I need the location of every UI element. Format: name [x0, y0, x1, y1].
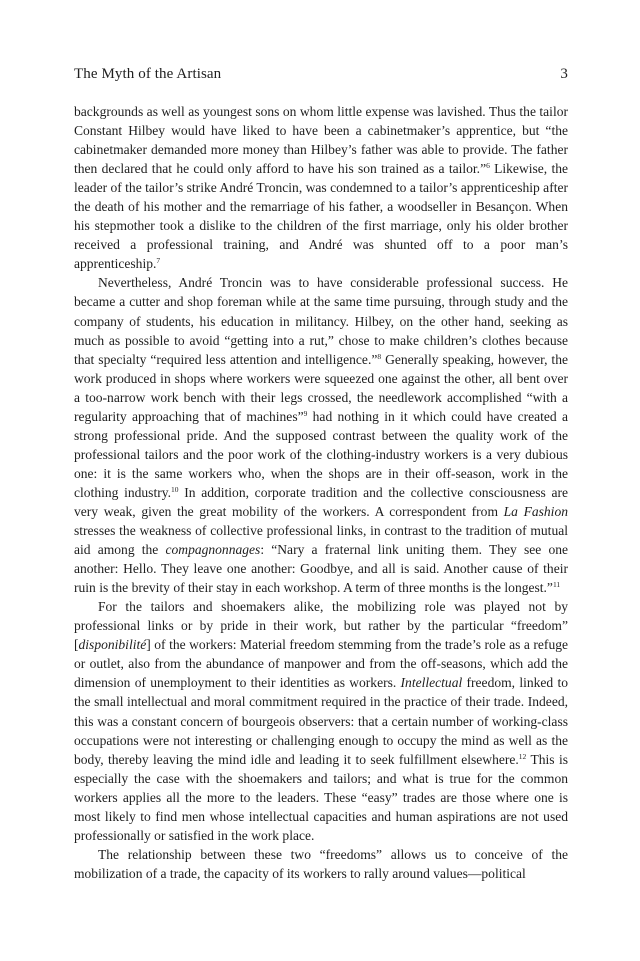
text-run: : “Nary a fraternal link uniting them. They see one another: Hello. They leave one another: Goodbye, and all is said. Another cause of their ruin is the brevity of their stay in each workshop. A term of three months is the longest.” — [74, 542, 568, 596]
paragraph — [74, 102, 568, 273]
footnote-marker: 6 — [486, 161, 490, 171]
text-run: Nevertheless, André Troncin was to have considerable professional success. He became a cutter and shop foreman while at the same time pursuing, through study and the company of students, his education in militancy. Hilbey, on the other hand, seeking as much as possible to avoid “getting into a rut,” chose to make children’s clothes because that specialty “required less attention and intelligence.” — [74, 275, 568, 367]
text-run: had nothing in it which could have created a strong professional pride. And the supposed contrast between the quality work of the professional tailors and the poor work of the clothing-industry workers is a very dubious one: it is the same workers who, when the shops are in their off-season, work in the clothing industry. — [74, 408, 569, 500]
italic-text: La Fashion — [503, 503, 568, 519]
text-run: Likewise, the leader of the tailor’s strike André Troncin, was condemned to a tailor’s apprenticeship after the death of his mother and the remarriage of his father, a woodseller in Besançon. When his stepmother took a dislike to the children of the first marriage, only his older brother received a professional training, and André was shunted off to a poor man’s apprenticeship. — [74, 161, 568, 272]
text-run: This is especially the case with the shoemakers and tailors; and what is true for the common workers applies all the more to the leaders. These “easy” trades are those where one is most likely to find men whose intellectual capacities and human aspirations are not used professionally or satisfied in the work place. — [74, 751, 568, 843]
paragraph — [74, 273, 568, 597]
text-run: The relationship between these two “freedoms” allows us to conceive of the mobilization of a trade, the capacity of its workers to rally around values—political — [74, 846, 568, 881]
footnote-marker: 7 — [156, 256, 161, 266]
footnote-marker: 12 — [518, 751, 527, 761]
text-run: In addition, corporate tradition and the collective consciousness are very weak, given the great mobility of the workers. A correspondent from — [74, 484, 568, 519]
text-run: Generally speaking, however, the work produced in shops where workers were squeezed one against the other, all bent over a too-narrow work bench with their legs crossed, the needlework accomplished “with a regularity approaching that of machines” — [74, 351, 568, 424]
italic-text: Intellectual — [400, 675, 463, 691]
running-head-title: The Myth of the Artisan — [74, 66, 222, 82]
text-run: stresses the weakness of collective professional links, in contrast to the tradition of mutual aid among the — [74, 523, 568, 558]
text-run: ] of the workers: Material freedom stemming from the trade’s role as a refuge or outlet, also from the abundance of manpower and from the off-seasons, which add the dimension of unemployment to their identities as workers. — [74, 637, 568, 691]
text-run: For the tailors and shoemakers alike, the mobilizing role was played not by professional links or by pride in their work, but rather by the particular “freedom” [ — [74, 599, 568, 653]
footnote-marker: 9 — [303, 408, 308, 418]
paragraph — [74, 845, 568, 883]
paragraph — [74, 597, 568, 845]
text-run: freedom, linked to the small intellectual and moral commitment required in the practice of their trade. Indeed, this was a constant concern of bourgeois observers: that a certain number of working-class occupations were not interesting or challenging enough to occupy the mind as well as the body, thereby leaving the mind idle and leading it to seek fulfillment elsewhere. — [74, 675, 568, 767]
body-text — [74, 102, 568, 883]
footnote-marker: 11 — [552, 580, 561, 590]
page-number: 3 — [560, 66, 568, 82]
text-run: backgrounds as well as youngest sons on whom little expense was lavished. Thus the tailor Constant Hilbey would have liked to have been a cabinetmaker’s apprentice, but “the cabinetmaker demanded more money than Hilbey’s father was able to provide. The father then declared that he could only afford to have his son trained as a tailor.” — [74, 104, 568, 177]
book-page — [74, 66, 568, 883]
footnote-marker: 10 — [171, 484, 179, 494]
italic-text: disponibilité — [78, 637, 147, 653]
footnote-marker: 8 — [377, 351, 382, 361]
italic-text: compagnonnages — [165, 542, 261, 558]
running-head — [74, 66, 568, 84]
